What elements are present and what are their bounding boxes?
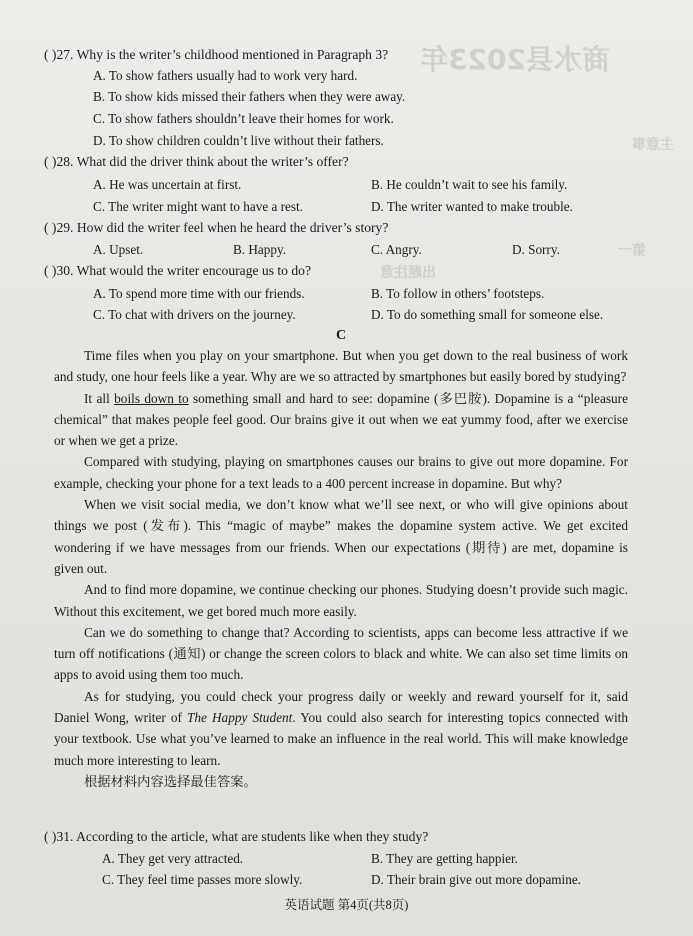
question-31-option-d: D. Their brain give out more dopamine. <box>371 872 581 887</box>
section-heading: C <box>336 328 347 343</box>
question-31-option-a: A. They get very attracted. <box>102 851 244 866</box>
question-27-option-b: B. To show kids missed their fathers when they were away. <box>93 89 406 104</box>
passage-paragraph-3: Compared with studying, playing on smartphones causes our brains to give out more dopamine. For example, checking your phone for a text leads to a 400 percent increase in dopamine. But why? <box>54 454 628 491</box>
passage-paragraph-1: Time files when you play on your smartphone. But when you get down to the real business of work and study, one hour feels like a year. Why are we so attracted by smartphones but easily bored by studying? <box>54 348 628 385</box>
reading-passage <box>54 345 628 792</box>
instruction-text: 根据材料内容选择最佳答案。 <box>84 773 257 789</box>
watermark-bleed-1: 主意事 <box>632 137 674 153</box>
question-31-stem: ( )31. According to the article, what are students like when they study? <box>44 829 429 844</box>
question-29-option-d: D. Sorry. <box>512 242 560 257</box>
question-30-option-b: B. To follow in others’ footsteps. <box>371 286 545 301</box>
question-28-stem: ( )28. What did the driver think about the writer’s offer? <box>44 154 349 169</box>
question-27-stem: ( )27. Why is the writer’s childhood mentioned in Paragraph 3? <box>44 47 389 62</box>
p7-text-start: As for studying, you could check your progress daily or weekly and reward yourself for it, said Daniel Wong, writer of <box>54 688 628 726</box>
watermark-bleed-3: 第一 <box>618 243 646 259</box>
passage-paragraph-5: And to find more dopamine, we continue checking our phones. Studying doesn’t provide such magic. Without this excitement, we get bored much more easily. <box>54 582 628 619</box>
question-29-option-c: C. Angry. <box>371 242 422 257</box>
watermark-bleed-title: 商水县2023年 <box>420 43 610 76</box>
watermark-bleed-2: 出题注意 <box>380 265 436 281</box>
question-30-stem: ( )30. What would the writer encourage us to do? <box>44 263 312 278</box>
question-30-option-c: C. To chat with drivers on the journey. <box>93 307 296 322</box>
passage-paragraph-7 <box>54 686 628 771</box>
question-31-option-c: C. They feel time passes more slowly. <box>102 872 303 887</box>
question-27-option-c: C. To show fathers shouldn’t leave their homes for work. <box>93 111 394 126</box>
p7-text-end: . You could also search for interesting topics connected with your textbook. Use what you’ve learned to make an influence in the real world. This will make knowledge much more interesting to learn. <box>54 710 628 768</box>
passage-paragraph-6: Can we do something to change that? According to scientists, apps can become less attractive if we turn off notifications (通知) or change the screen colors to black and white. We can also set time limits on apps to avoid using them too much. <box>54 624 628 683</box>
question-30-option-a: A. To spend more time with our friends. <box>93 286 305 301</box>
question-28-option-d: D. The writer wanted to make trouble. <box>371 199 573 214</box>
page-footer: 英语试题 第4页(共8页) <box>284 898 409 912</box>
question-29-stem: ( )29. How did the writer feel when he heard the driver’s story? <box>44 220 389 235</box>
p2-text-start: It all <box>84 390 115 406</box>
question-28-option-a: A. He was uncertain at first. <box>93 177 242 192</box>
question-27-option-d: D. To show children couldn’t live without their fathers. <box>93 133 384 148</box>
question-28-option-c: C. The writer might want to have a rest. <box>93 199 303 214</box>
p2-text-end: something small and hard to see: dopamine (多巴胺). Dopamine is a “pleasure chemical” that makes people feel good. Our brains give it out when we eat yummy food, after we exercise or when we get a prize. <box>54 390 629 449</box>
passage-paragraph-4: When we visit social media, we don’t know what we’ll see next, or who will give opinions about things we post (发布). This “magic of maybe” makes the dopamine system active. We get excited wondering if we have messages from our friends. When our expectations (期待) are met, dopamine is given out. <box>54 497 628 576</box>
passage-paragraph-2 <box>54 388 628 452</box>
question-31-option-b: B. They are getting happier. <box>371 851 518 866</box>
question-29-option-b: B. Happy. <box>233 242 286 257</box>
question-29-option-a: A. Upset. <box>93 242 144 257</box>
book-title: The Happy Student <box>186 710 293 726</box>
question-30-option-d: D. To do something small for someone else. <box>371 307 604 322</box>
question-28-option-b: B. He couldn’t wait to see his family. <box>371 177 568 192</box>
underlined-phrase: boils down to <box>114 390 189 406</box>
question-27-option-a: A. To show fathers usually had to work very hard. <box>93 68 358 83</box>
